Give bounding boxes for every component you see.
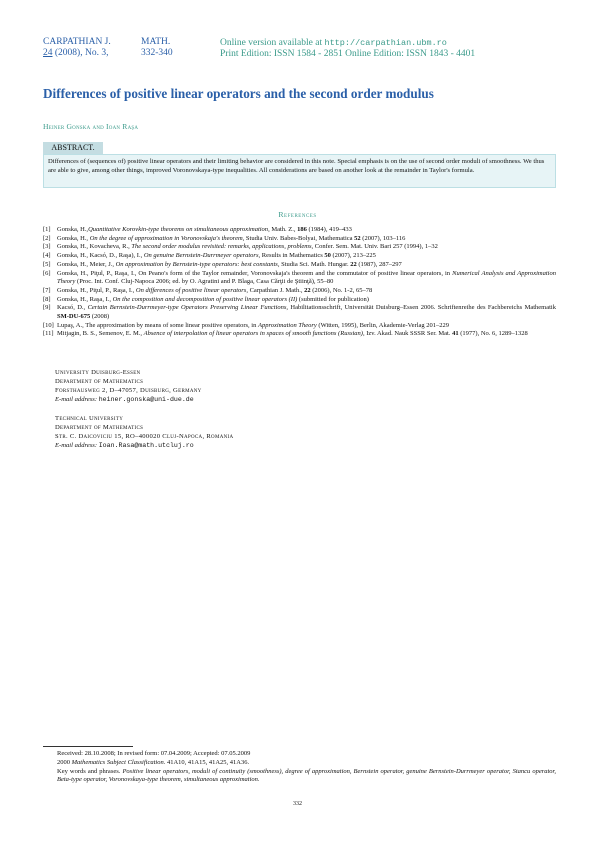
reference-source: , Habilitationsschrift, Universität Duisburg–Essen 2006. Schriftenreihe des Fachbereichs Mathematik: [286, 304, 556, 312]
journal-name: CARPATHIAN J.: [43, 37, 111, 47]
journal-subject: MATH.: [141, 37, 171, 47]
abstract-label: ABSTRACT.: [43, 142, 103, 154]
page-range: 332-340: [141, 48, 173, 58]
address-email: [55, 441, 233, 450]
reference-title: Certain Bernstein-Durrmeyer-type Operators Preserving Linear Functions: [87, 304, 287, 312]
reference-item: [43, 287, 556, 296]
reference-authors: Mitjagin, B. S., Semenov, E. M.,: [57, 330, 144, 338]
online-url-link[interactable]: http://carpathian.ubm.ro: [324, 38, 447, 48]
reference-item: [43, 243, 556, 252]
email-label: E-mail address:: [55, 396, 99, 403]
reference-title: Quantitative Korovkin-type theorems on simultaneous approximation: [88, 226, 269, 233]
msc-year: 2000: [57, 758, 72, 766]
reference-title: Numerical Analysis and Approximation Theory: [57, 269, 556, 286]
reference-text: [57, 235, 556, 244]
reference-source: , Izv. Akad. Nauk SSSR Ser. Mat.: [362, 330, 453, 338]
reference-text: [57, 304, 556, 321]
reference-number: [6]: [43, 269, 51, 277]
reference-item: [43, 226, 556, 235]
reference-source: (submitted for publication): [297, 295, 369, 303]
reference-authors: Gonska, H., Raşa, I.,: [57, 295, 113, 303]
reference-title: Absence of interpolation of linear operators in spaces of smooth functions (Russian): [143, 330, 363, 338]
email-link[interactable]: heiner.gonska@uni-due.de: [98, 396, 194, 403]
reference-item: [43, 252, 556, 261]
reference-number: [5]: [43, 260, 51, 268]
reference-item: [43, 270, 556, 287]
address-street: Str. C. Daicoviciu 15, RO–400020 Cluj-Napoca, Romania: [55, 433, 234, 440]
keywords: [43, 768, 556, 786]
reference-source: (Proc. Int. Conf. Cluj-Napoca 2006; ed. by O. Agratini and P. Blaga, Casa Cărţii de Ştiinţă), 55–80: [75, 278, 334, 286]
reference-authors: Gonska, H.,: [57, 226, 89, 233]
reference-text: [57, 296, 556, 305]
reference-source: , Carpathian J. Math.,: [246, 286, 305, 294]
volume-info: [43, 48, 141, 59]
reference-text: [57, 226, 556, 235]
received-dates: Received: 28.10.2008; In revised form: 07.04.2009; Accepted: 07.05.2009: [57, 750, 251, 757]
reference-item: [43, 330, 556, 339]
footnotes: [43, 746, 556, 785]
reference-number: [2]: [43, 234, 51, 242]
address-institution: University Duisburg-Essen: [55, 369, 141, 376]
online-prefix: Online version available at: [220, 38, 325, 48]
reference-title: On approximation by Bernstein-type operators: best constants: [115, 260, 278, 268]
reference-number: [1]: [43, 226, 51, 233]
reference-source: , Math. Z.,: [268, 226, 298, 233]
reference-item: [43, 261, 556, 270]
reference-source: (Witten, 1995), Berlin, Akademie-Verlag 201–229: [316, 321, 450, 329]
reference-number: [11]: [43, 330, 54, 338]
reference-volume: 22: [350, 260, 357, 268]
reference-volume: 22: [304, 286, 311, 294]
reference-text: [57, 330, 556, 339]
reference-item: [43, 304, 556, 321]
reference-volume: SM-DU-675: [57, 313, 91, 321]
print-edition: Print Edition: ISSN 1584 - 2851 Online Edition: ISSN 1843 - 4401: [220, 49, 476, 59]
reference-title: The second order modulus revisited: remarks, applications, problems: [131, 243, 312, 251]
reference-number: [4]: [43, 252, 51, 260]
address-institution: Technical University: [55, 415, 124, 422]
reference-item: [43, 296, 556, 305]
reference-text: [57, 243, 556, 252]
reference-source: , Studia Univ. Babes-Bolyai, Mathematica: [242, 234, 355, 242]
reference-end: (1984), 419–433: [306, 226, 352, 233]
reference-number: [10]: [43, 321, 54, 329]
reference-authors: Gonska, H., Meier, J.,: [57, 260, 116, 268]
reference-authors: Kacsó, D.,: [57, 304, 88, 312]
address-department: Department of Mathematics: [55, 424, 144, 431]
footnote-rule: [43, 746, 133, 747]
reference-text: [57, 270, 556, 287]
reference-authors: Gonska, H., Kovacheva, R.,: [57, 243, 132, 251]
address-email: [55, 395, 202, 404]
reference-end: (1987), 287–297: [356, 260, 402, 268]
reference-end: (2006), No. 1-2, 65–78: [310, 286, 373, 294]
reference-authors: Gonska, H., Kacsó, D., Raşa), I.,: [57, 252, 144, 260]
references-heading: References: [278, 210, 317, 219]
reference-title: On the composition and decomposition of positive linear operators (II): [112, 295, 298, 303]
reference-title: On differences of positive linear operators: [135, 286, 247, 294]
author-address-2: [55, 414, 233, 450]
reference-volume: 50: [324, 252, 331, 260]
msc-classification: [43, 759, 556, 768]
reference-number: [3]: [43, 243, 51, 251]
reference-title: On genuine Bernstein-Durrmeyer operators: [143, 252, 259, 260]
reference-item: [43, 322, 556, 331]
page-number: 332: [293, 801, 302, 807]
reference-list: [43, 226, 556, 339]
edition-info: [220, 38, 475, 60]
email-link[interactable]: Ioan.Rasa@math.utcluj.ro: [98, 442, 194, 449]
journal-header: [43, 37, 173, 59]
author-address-1: [55, 368, 202, 404]
reference-authors: Lupaş, A., The approximation by means of some linear positive operators, in: [57, 321, 258, 329]
reference-title: Approximation Theory: [257, 321, 317, 329]
reference-volume: 41: [452, 330, 459, 338]
reference-authors: Gonska, H.,: [57, 234, 90, 242]
volume-number[interactable]: 24: [43, 48, 53, 58]
reference-title: On the degree of approximation in Voronovskaja's theorem: [89, 234, 243, 242]
reference-authors: Gonska, H., Piţul, P., Raşa, I.,: [57, 286, 136, 294]
msc-label: Mathematics Subject Classification.: [71, 758, 166, 766]
reference-text: [57, 287, 556, 296]
reference-volume: 52: [354, 234, 361, 242]
reference-end: (1977), No. 6, 1289–1328: [458, 330, 528, 338]
email-label: E-mail address:: [55, 442, 99, 449]
reference-end: (2007), 213–225: [330, 252, 376, 260]
msc-codes: 41A10, 41A15, 41A25, 41A36.: [165, 758, 250, 766]
reference-end: (2008): [90, 313, 110, 321]
address-street: Forsthausweg 2, D–47057, Duisburg, Germany: [55, 387, 202, 394]
reference-text: [57, 252, 556, 261]
reference-volume: 186: [297, 226, 307, 233]
reference-item: [43, 235, 556, 244]
keywords-text: Positive linear operators, moduli of continuity (smoothness), degree of approximation, Bernstein operator, genuine Bernstein-Durrmeyer operator, Stancu operator, Beta-type operator, Voronovskaya-type theorem, simultaneous approximation.: [57, 767, 556, 784]
reference-authors: Gonska, H., Piţul, P., Raşa, I., On Peano's form of the Taylor remainder, Voronovskaja's theorem and the commutator of positive linear operators, in: [57, 269, 453, 277]
reference-source: , Confer. Sem. Mat. Univ. Bari 257 (1994), 1–32: [311, 243, 438, 251]
year-issue: (2008), No. 3,: [52, 48, 109, 58]
reference-number: [9]: [43, 304, 51, 312]
keywords-label: Key words and phrases.: [57, 767, 123, 775]
abstract-text: Differences of (sequences of) positive linear operators and their limiting behavior are considered in this note. Special emphasis is on the use of second order moduli of smoothness. We thus are able to give, among other things, improved Voronovskaya-type inequalities. All considerations are based on another look at the remainder in Taylor's formula.: [43, 154, 556, 188]
reference-number: [8]: [43, 295, 51, 303]
reference-text: [57, 322, 556, 331]
paper-authors: Heiner Gonska and Ioan Raşa: [43, 122, 139, 131]
reference-source: , Results in Mathematics: [258, 252, 325, 260]
reference-text: [57, 261, 556, 270]
paper-title: Differences of positive linear operators and the second order modulus: [43, 86, 434, 101]
reference-end: (2007), 103–116: [360, 234, 406, 242]
reference-source: , Studia Sci. Math. Hungar.: [277, 260, 351, 268]
address-department: Department of Mathematics: [55, 378, 144, 385]
reference-number: [7]: [43, 286, 51, 294]
